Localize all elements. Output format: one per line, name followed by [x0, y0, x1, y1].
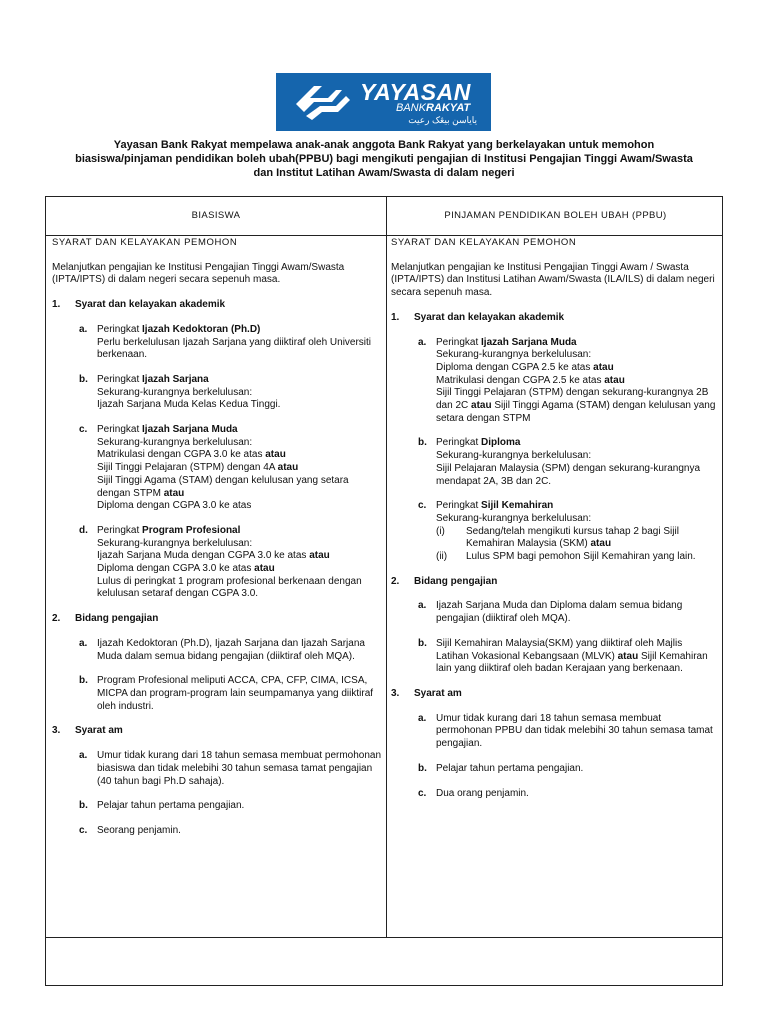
section-title: SYARAT DAN KELAYAKAN PEMOHON	[391, 237, 577, 248]
section-title: SYARAT DAN KELAYAKAN PEMOHON	[52, 237, 238, 248]
section-heading: 2. Bidang pengajian	[391, 575, 498, 587]
list-item: a. Umur tidak kurang dari 18 tahun semasa membuat permohonan PPBU dan tidak melebihi 30 tahun semasa tamat pengajian.	[418, 712, 713, 750]
yayasan-emblem-icon	[292, 82, 354, 122]
list-item: b. Pelajar tahun pertama pengajian.	[79, 800, 245, 812]
list-item: b. Program Profesional meliputi ACCA, CPA, CFP, CIMA, ICSA, MICPA dan program-program lain seumpamanya yang diiktiraf oleh industri.	[79, 675, 374, 712]
list-item: b. Sijil Kemahiran Malaysia(SKM) yang diiktiraf oleh Majlis Latihan Vokasional Kebangsaan (MLVK) atau Sijil Kemahiran lain yang diiktiraf oleh badan Kerajaan yang berkenaan.	[418, 637, 708, 675]
list-item: a. Peringkat Ijazah Sarjana Muda Sekurang-kurangnya berkelulusan: Diploma dengan CGPA 2.5 ke atas atau Matrikulasi dengan CGPA 2.5 ke atas atau Sijil Tinggi Pelajaran (STPM) dengan sekurang-kurangnya 2B dan 2C atau Sijil Tinggi Agama (STAM) dengan kelulusan yang setara dengan STPM	[418, 336, 716, 424]
list-item: c. Seorang penjamin.	[79, 824, 181, 836]
list-item: c. Dua orang penjamin.	[418, 787, 529, 799]
sub-item: (ii) Lulus SPM bagi pemohon Sijil Kemahiran yang lain.	[436, 551, 696, 563]
column-divider	[386, 197, 387, 937]
logo-subtitle: BANKRAKYAT	[396, 102, 471, 114]
section-heading: 1. Syarat dan kelayakan akademik	[52, 299, 226, 311]
ppbu-column	[391, 237, 716, 800]
logo-title: YAYASAN	[360, 79, 471, 105]
list-item: a. Ijazah Kedoktoran (Ph.D), Ijazah Sarjana dan Ijazah Sarjana Muda dalam semua bidang pengajian (diiktiraf oleh MQA).	[79, 637, 365, 662]
list-item: d. Peringkat Program Profesional Sekurang-kurangnya berkelulusan: Ijazah Sarjana Muda dengan CGPA 3.0 ke atas atau Diploma dengan CGPA 3.0 ke atas atau Lulus di peringkat 1 program profesional berkenaan dengan kelulusan setaraf dengan CGPA 3.0.	[79, 524, 362, 600]
list-item: b. Peringkat Diploma Sekurang-kurangnya berkelulusan: Sijil Pelajaran Malaysia (SPM) dengan sekurang-kurangnya mendapat 2A, 3B dan 2C.	[418, 437, 701, 487]
ppbu-header: PINJAMAN PENDIDIKAN BOLEH UBAH (PPBU)	[444, 210, 667, 221]
footer-divider	[46, 937, 722, 938]
intro-paragraph: Yayasan Bank Rakyat mempelawa anak-anak anggota Bank Rakyat yang berkelayakan untuk memohon biasiswa/pinjaman pendidikan boleh ubah(PPBU) bagi mengikuti pengajian di Institusi Pengajian Tinggi Awam/Swasta dan Institut Latihan Awam/Swasta di dalam negeri	[75, 139, 693, 179]
yayasan-bank-rakyat-logo	[276, 73, 491, 131]
list-item: c. Peringkat Sijil Kemahiran Sekurang-kurangnya berkelulusan: (i) Sedang/telah mengikuti kursus tahap 2 bagi Sijil Kemahiran Malaysia (SKM) atau (ii) Lulus SPM bagi pemohon Sijil Kemahiran yang lain.	[391, 500, 716, 564]
comparison-table	[45, 196, 723, 986]
list-item: a. Peringkat Ijazah Kedoktoran (Ph.D) Perlu berkelulusan Ijazah Sarjana yang diiktiraf oleh Universiti berkenaan.	[79, 323, 372, 361]
section-heading: 3. Syarat am	[52, 725, 123, 737]
list-item: a. Umur tidak kurang dari 18 tahun semasa membuat permohonan biasiswa dan tidak melebihi 30 tahun semasa tamat pengajian (40 tahun bagi Ph.D sahaja).	[79, 750, 382, 787]
sub-item: (i) Sedang/telah mengikuti kursus tahap 2 bagi Sijil Kemahiran Malaysia (SKM) atau	[436, 525, 679, 550]
list-item: c. Peringkat Ijazah Sarjana Muda Sekurang-kurangnya berkelulusan: Matrikulasi dengan CGPA 3.0 ke atas atau Sijil Tinggi Pelajaran (STPM) dengan 4A atau Sijil Tinggi Agama (STAM) dengan kelulusan yang setara dengan STPM atau Diploma dengan CGPA 3.0 ke atas	[79, 424, 349, 512]
logo-jawi-text: ياياسن بيڠک رعيت	[408, 115, 477, 125]
section-heading: 3. Syarat am	[391, 687, 462, 699]
header-divider	[46, 235, 722, 236]
list-item: b. Pelajar tahun pertama pengajian.	[418, 762, 584, 774]
section-heading: 1. Syarat dan kelayakan akademik	[391, 311, 565, 323]
list-item: a. Ijazah Sarjana Muda dan Diploma dalam semua bidang pengajian (diiktiraf oleh MQA).	[418, 600, 683, 625]
section-heading: 2. Bidang pengajian	[52, 613, 159, 625]
biasiswa-column	[52, 237, 382, 838]
list-item: b. Peringkat Ijazah Sarjana Sekurang-kurangnya berkelulusan: Ijazah Sarjana Muda Kelas Kedua Tinggi.	[79, 373, 281, 411]
biasiswa-header: BIASISWA	[191, 210, 241, 221]
eligibility-intro: Melanjutkan pengajian ke Institusi Pengajian Tinggi Awam / Swasta (IPTA/IPTS) dan Institusi Latihan Awam/Swasta (ILA/ILS) di dalam negeri secara sepenuh masa.	[391, 261, 715, 299]
eligibility-intro: Melanjutkan pengajian ke Institusi Pengajian Tinggi Awam/Swasta (IPTA/IPTS) di dalam negeri secara sepenuh masa.	[52, 261, 345, 286]
